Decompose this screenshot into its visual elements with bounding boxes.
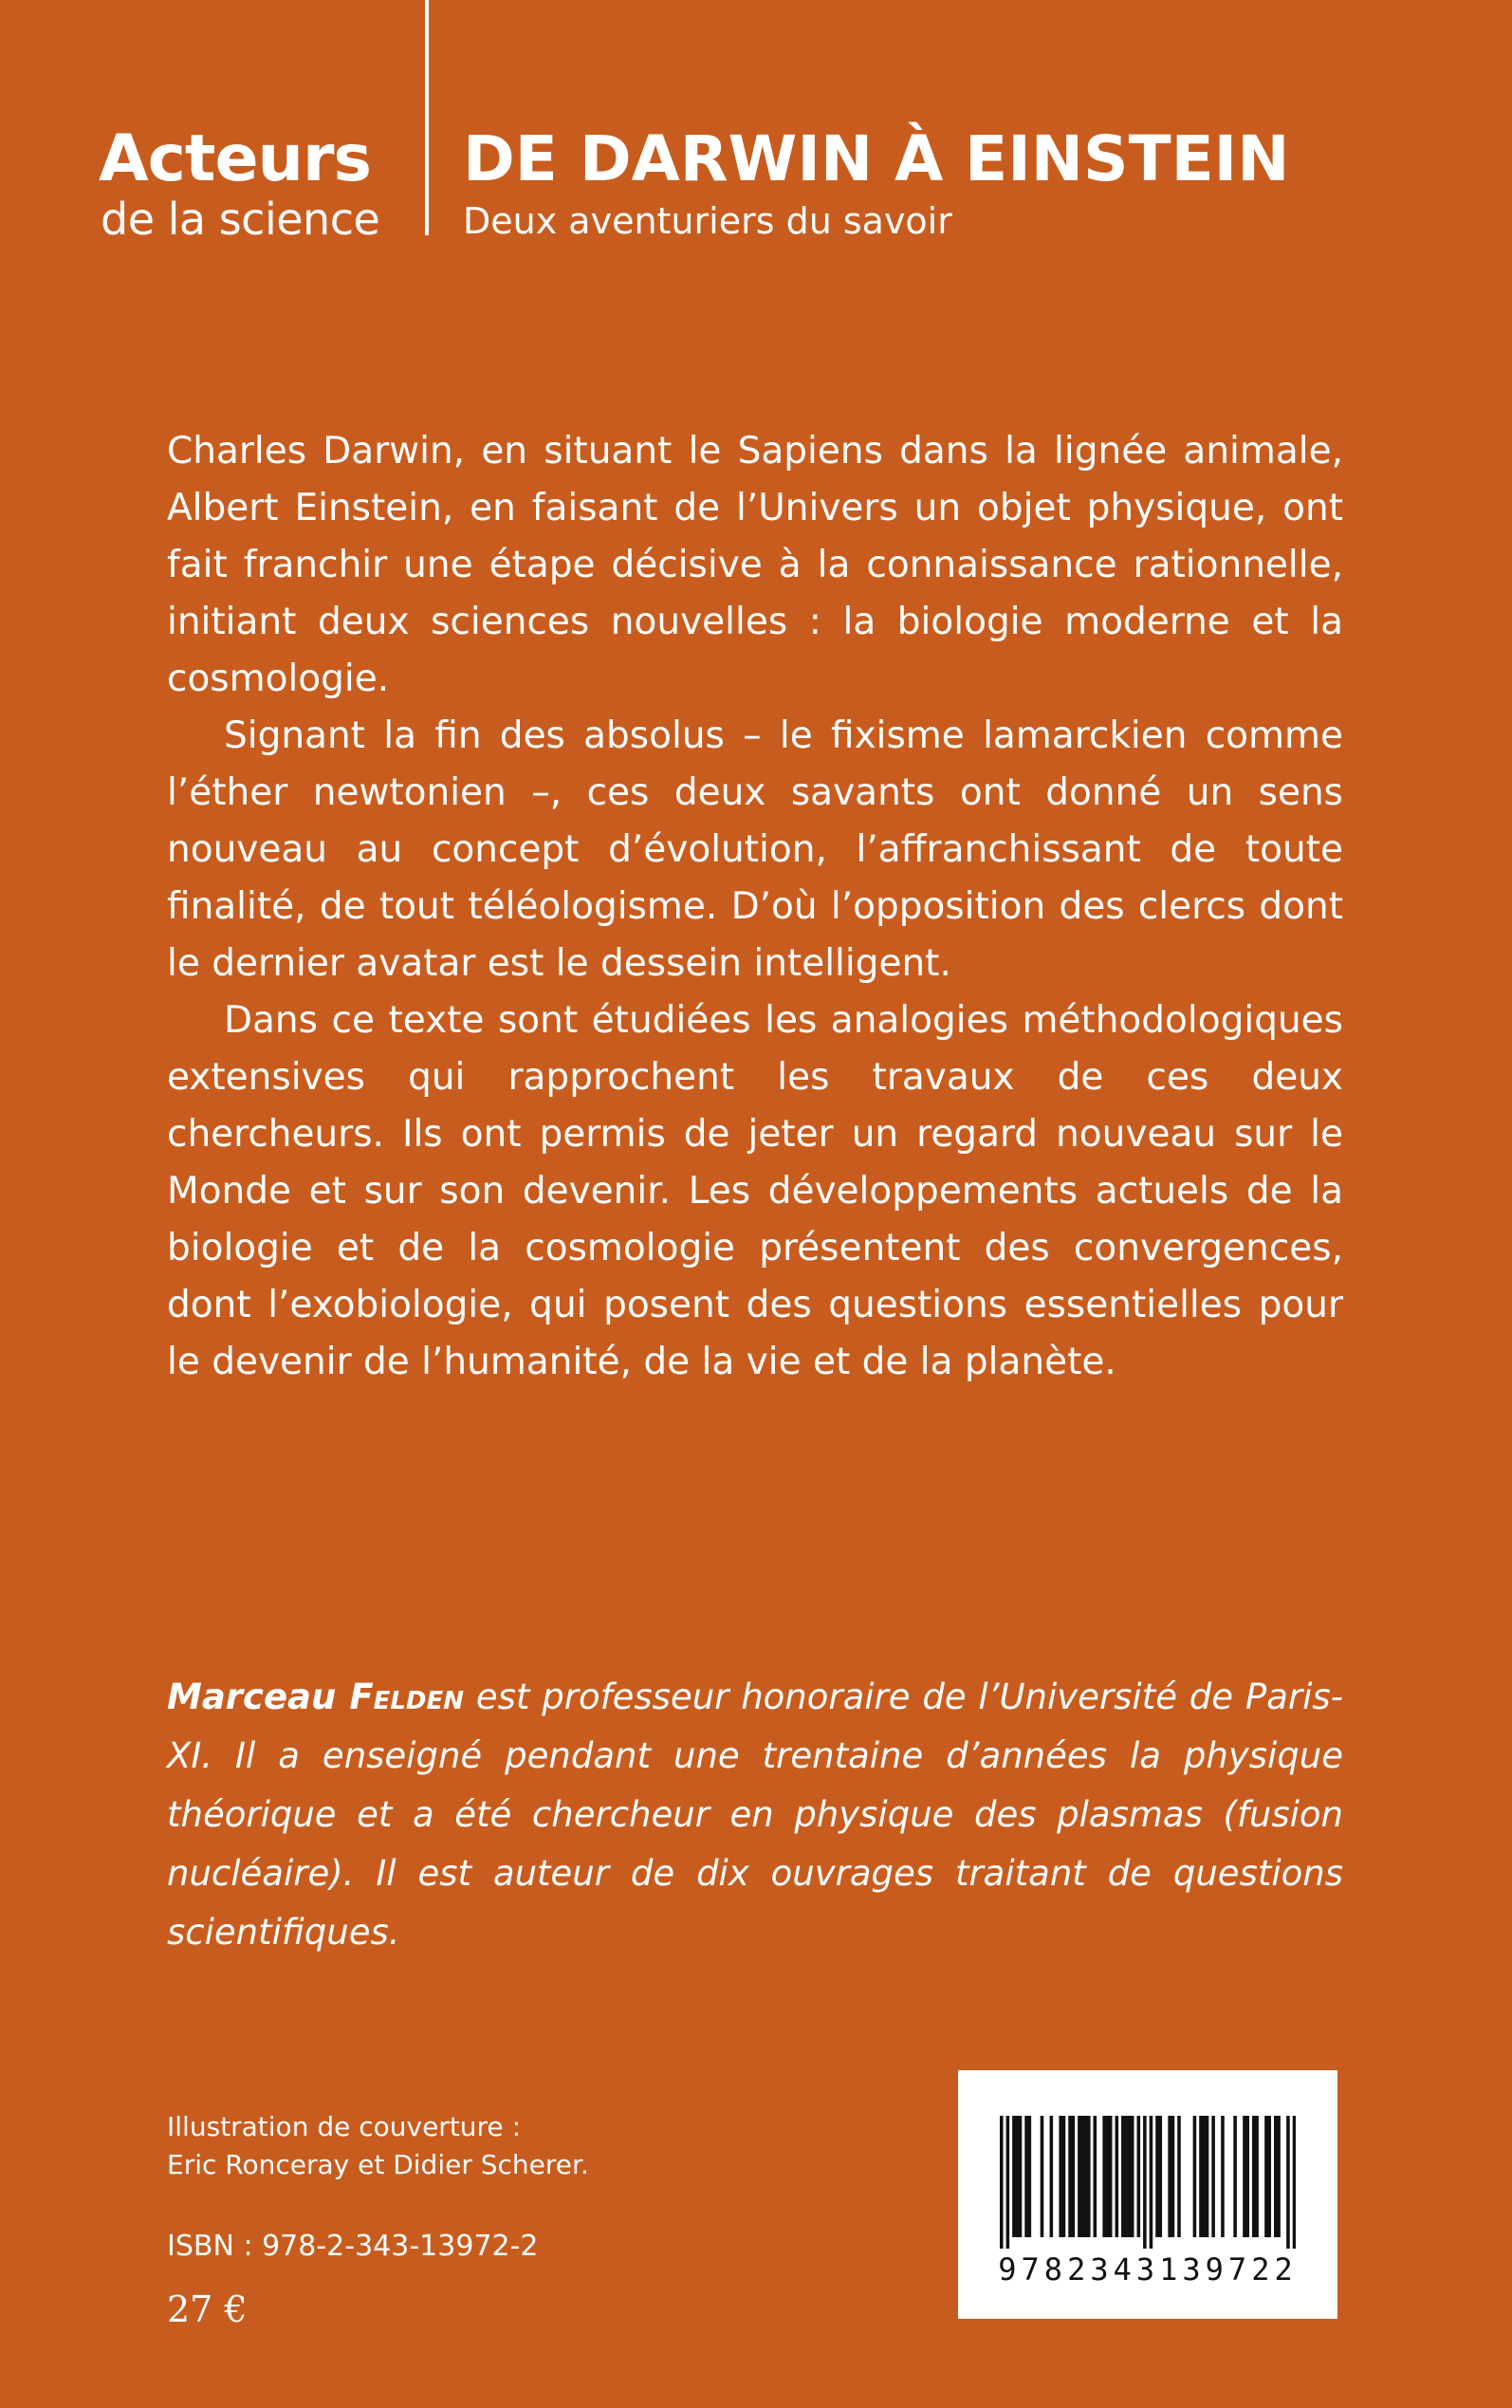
- barcode-bar: [1124, 2116, 1128, 2237]
- barcode-bar: [1277, 2116, 1281, 2237]
- barcode-bar: [1131, 2116, 1134, 2237]
- book-subtitle: Deux aventuriers du savoir: [463, 200, 952, 242]
- barcode-bar: [1062, 2116, 1066, 2237]
- barcode-bar: [1078, 2116, 1081, 2237]
- barcode-bar: [1221, 2116, 1225, 2237]
- barcode-bar: [1084, 2116, 1088, 2237]
- cover-credits: [167, 2108, 589, 2184]
- illustrators: Eric Ronceray et Didier Scherer.: [167, 2149, 589, 2180]
- barcode-bar: [1206, 2116, 1209, 2237]
- barcode-bar: [1245, 2116, 1249, 2237]
- barcode-bar: [1155, 2116, 1159, 2237]
- barcode-bar: [1243, 2116, 1246, 2237]
- barcode-bar: [1109, 2116, 1113, 2237]
- barcode-bar: [1121, 2116, 1125, 2237]
- book-title: DE DARWIN À EINSTEIN: [463, 122, 1290, 195]
- barcode-bar: [1193, 2116, 1197, 2237]
- barcode-bar: [1168, 2116, 1171, 2237]
- barcode-bar: [1041, 2116, 1044, 2237]
- author-first-name: Marceau: [167, 1676, 337, 1717]
- barcode-bar: [1094, 2116, 1097, 2237]
- barcode-bar: [1255, 2116, 1259, 2237]
- barcode-bar: [1012, 2116, 1016, 2237]
- illustration-label: Illustration de couverture :: [167, 2111, 521, 2142]
- author-bio-text: est professeur honoraire de l’Université de Paris-XI. Il a enseigné pendant une trentaine d’années la physique théorique et a été chercheur en physique des plasmas (fusion nucléaire). Il est auteur de dix ouvrages traitant de questions scientifiques.: [167, 1676, 1343, 1953]
- barcode-bar: [1072, 2116, 1076, 2237]
- barcode-bar: [1293, 2116, 1296, 2249]
- barcode: [958, 2070, 1337, 2319]
- barcode-bar: [1233, 2116, 1237, 2237]
- barcode-bar: [1128, 2116, 1132, 2237]
- barcode-bar: [1211, 2116, 1215, 2237]
- series-tagline: de la science: [101, 194, 380, 245]
- barcode-bar: [1024, 2116, 1028, 2237]
- header-divider: [425, 0, 429, 235]
- author-name: [167, 1676, 464, 1717]
- blurb-paragraph: Charles Darwin, en situant le Sapiens dans la lignée animale, Albert Einstein, en faisant de l’Univers un objet physique, ont fait franchir une étape décisive à la connaissance rationnelle, initiant deux sciences nouvelles : la biologie moderne et la cosmologie.: [167, 430, 1343, 700]
- barcode-bar: [1015, 2116, 1019, 2237]
- barcode-bar: [1000, 2116, 1004, 2249]
- barcode-bar: [1177, 2116, 1181, 2237]
- barcode-bar: [1143, 2116, 1147, 2249]
- author-bio: [167, 1668, 1343, 1962]
- barcode-bar: [1202, 2116, 1206, 2237]
- barcode-bar: [1158, 2116, 1162, 2237]
- barcode-bar: [1050, 2116, 1054, 2237]
- barcode-bar: [1080, 2116, 1084, 2237]
- barcode-bar: [1274, 2116, 1278, 2237]
- barcode-bar: [1068, 2116, 1072, 2237]
- barcode-bar: [1006, 2116, 1010, 2249]
- barcode-bar: [1087, 2116, 1091, 2237]
- barcode-bar: [1028, 2116, 1032, 2237]
- barcode-bar: [1199, 2116, 1203, 2237]
- blurb-paragraph: Dans ce texte sont étudiées les analogies méthodologiques extensives qui rapprochent les travaux de ces deux chercheurs. Ils ont permis de jeter un regard nouveau sur le Monde et sur son devenir. Les développements actuels de la biologie et de la cosmologie présentent des convergences, dont l’exobiologie, qui posent des questions essentielles pour le devenir de l’humanité, de la vie et de la planète.: [167, 999, 1343, 1383]
- barcode-bar: [1106, 2116, 1110, 2237]
- barcode-bar: [1264, 2116, 1268, 2237]
- barcode-digits: 9782343139722: [998, 2251, 1298, 2288]
- barcode-bar: [1286, 2116, 1290, 2249]
- barcode-bar: [1150, 2116, 1153, 2249]
- barcode-bar: [1267, 2116, 1271, 2237]
- barcode-bar: [1019, 2116, 1023, 2237]
- barcode-bar: [1137, 2116, 1141, 2237]
- price: 27 €: [167, 2288, 248, 2330]
- isbn: ISBN : 978-2-343-13972-2: [167, 2230, 539, 2263]
- barcode-bar: [1171, 2116, 1175, 2237]
- barcode-bars: [1000, 2116, 1296, 2249]
- series-name: Acteurs: [99, 121, 371, 196]
- barcode-bar: [1102, 2116, 1106, 2237]
- barcode-bar: [1116, 2116, 1119, 2237]
- barcode-bar: [1059, 2116, 1062, 2237]
- series-logo: [99, 121, 402, 245]
- author-last-name: Felden: [349, 1676, 465, 1717]
- back-cover-blurb: [167, 423, 1343, 1391]
- blurb-paragraph: Signant la fin des absolus – le fixisme lamarckien comme l’éther newtonien –, ces deux savants ont donné un sens nouveau au concept d’évolution, l’affranchissant de toute finalité, de tout téléologisme. D’où l’opposition des clercs dont le dernier avatar est le dessein intelligent.: [167, 714, 1343, 985]
- barcode-bar: [1252, 2116, 1256, 2237]
